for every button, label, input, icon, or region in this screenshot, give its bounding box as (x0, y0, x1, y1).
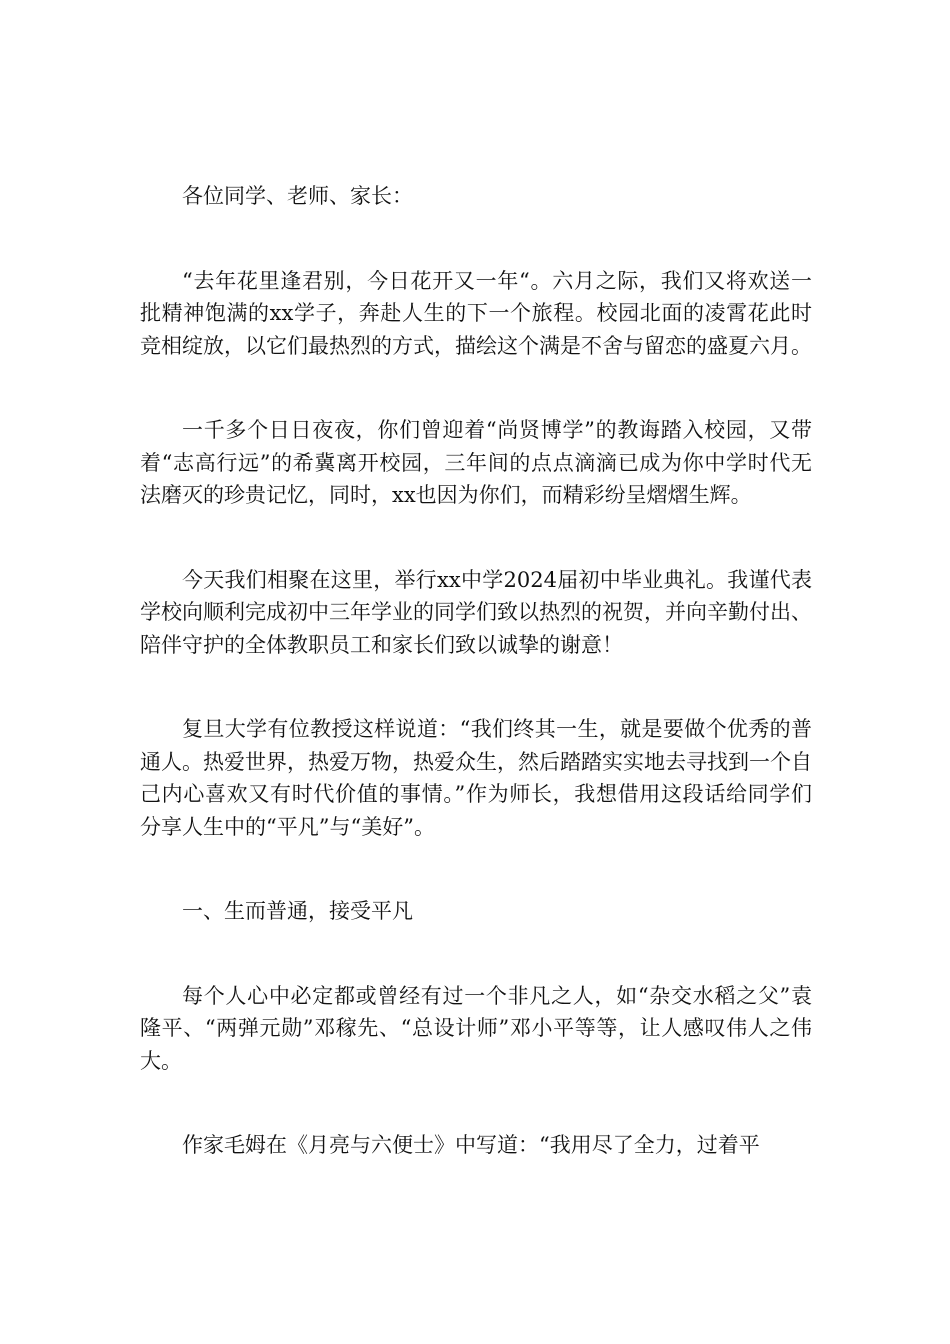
paragraph-maugham-quote: 作家毛姆在《月亮与六便士》中写道：“我用尽了全力，过着平 (182, 1133, 760, 1157)
section-heading: 一、生而普通，接受平凡 (182, 899, 413, 923)
paragraph-ceremony: 今天我们相聚在这里，举行xx中学2024届初中毕业典礼。我谨代表学校向顺利完成初中三年学业的同学们致以热烈的祝贺，并向辛勤付出、陪伴守护的全体教职员工和家长们致以诚挚的谢意！ (140, 567, 812, 657)
paragraph-memories: 一千多个日日夜夜，你们曾迎着“尚贤博学”的教诲踏入校园，又带着“志高行远”的希冀离开校园，三年间的点点滴滴已成为你中学时代无法磨灭的珍贵记忆，同时，xx也因为你们，而精彩纷呈熠熠生辉。 (140, 418, 812, 507)
speech-text (140, 180, 812, 1214)
paragraph-great-people: 每个人心中必定都或曾经有过一个非凡之人，如“杂交水稻之父”袁隆平、“两弹元勋”邓稼先、“总设计师”邓小平等等，让人感叹伟人之伟大。 (140, 983, 812, 1073)
salutation: 各位同学、老师、家长： (182, 184, 413, 208)
paragraph-professor-quote: 复旦大学有位教授这样说道：“我们终其一生，就是要做个优秀的普通人。热爱世界，热爱万物，热爱众生，然后踏踏实实地去寻找到一个自己内心喜欢又有时代价值的事情。”作为师长，我想借用这段话给同学们分享人生中的“平凡”与“美好”。 (140, 717, 812, 839)
paragraph-opening: “去年花里逢君别，今日花开又一年“。六月之际，我们又将欢送一批精神饱满的xx学子，奔赴人生的下一个旅程。校园北面的凌霄花此时竞相绽放，以它们最热烈的方式，描绘这个满是不舍与留恋的盛夏六月。 (140, 268, 812, 358)
